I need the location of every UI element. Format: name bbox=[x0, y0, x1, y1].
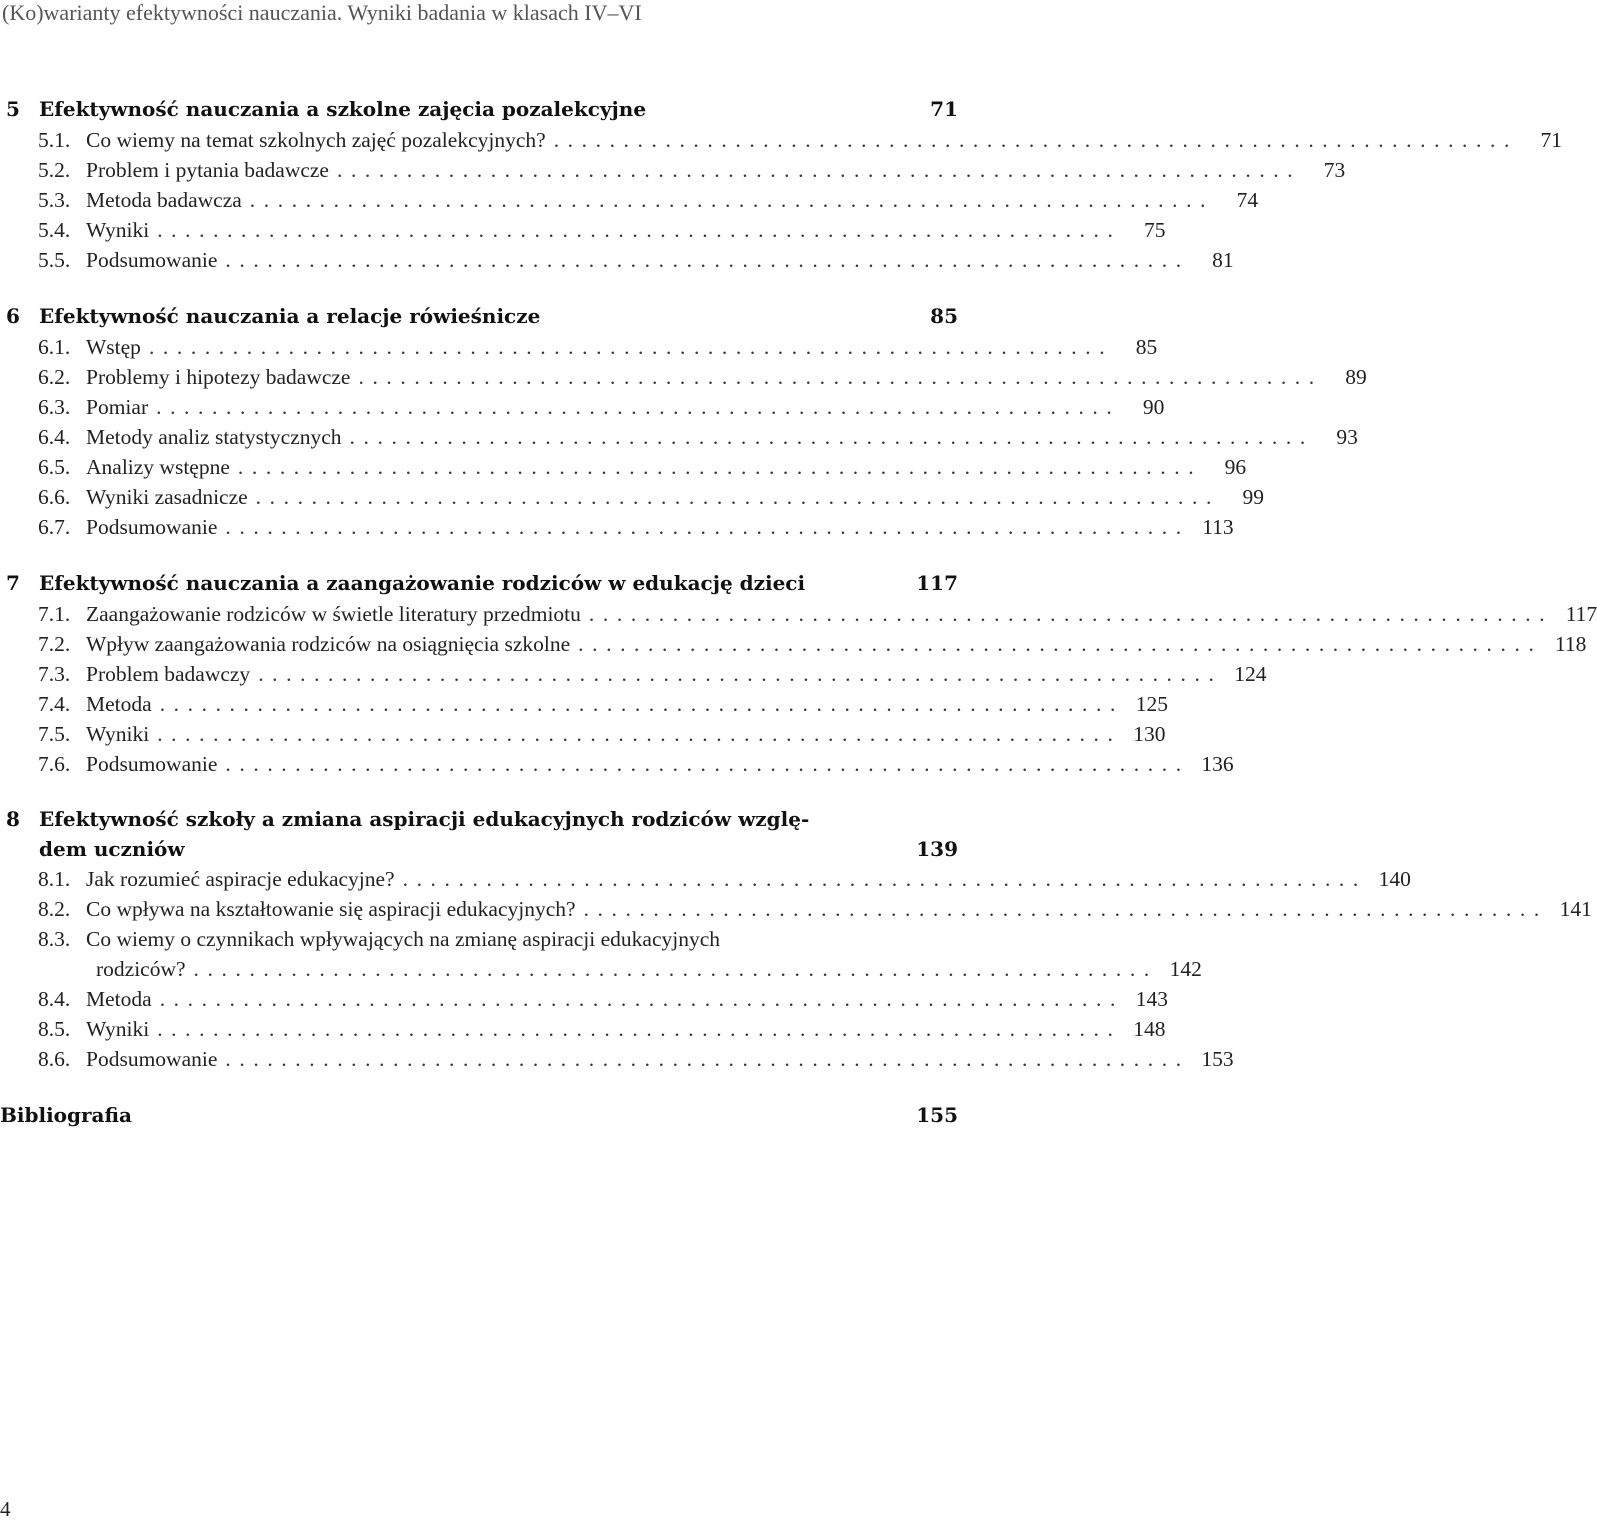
section-title-continued: rodziców? bbox=[96, 957, 186, 981]
section-title: Co wiemy na temat szkolnych zajęć pozalekcyjnych? bbox=[86, 128, 546, 152]
dot-leader: ..................................................................... bbox=[578, 632, 1543, 656]
section-title: Metoda bbox=[86, 987, 152, 1011]
toc-entry[interactable] bbox=[6, 984, 1168, 1014]
section-page: 117 bbox=[1565, 602, 1597, 626]
section-number: 5.3. bbox=[38, 188, 71, 212]
dot-leader: ..................................................................... bbox=[358, 365, 1323, 389]
toc-entry[interactable] bbox=[6, 924, 958, 954]
chapter-title: Efektywność nauczania a zaangażowanie rodziców w edukację dzieci bbox=[39, 571, 806, 595]
toc-entry[interactable] bbox=[6, 125, 1562, 155]
bibliography-entry[interactable] bbox=[0, 1099, 958, 1131]
section-title: Metoda badawcza bbox=[86, 188, 242, 212]
section-number: 5.5. bbox=[38, 248, 71, 272]
section-title: Podsumowanie bbox=[86, 515, 218, 539]
section-page: 125 bbox=[1135, 692, 1168, 716]
section-page: 73 bbox=[1323, 158, 1346, 182]
section-number: 7.2. bbox=[38, 632, 71, 656]
chapter-number: 8 bbox=[6, 807, 20, 831]
chapter-page: 117 bbox=[916, 571, 958, 595]
section-title: Wyniki zasadnicze bbox=[86, 485, 248, 509]
section-page: 81 bbox=[1212, 248, 1234, 272]
dot-leader: ..................................................................... bbox=[157, 722, 1122, 746]
dot-leader: ..................................................................... bbox=[237, 455, 1203, 479]
section-title: Podsumowanie bbox=[86, 752, 218, 776]
toc-entry[interactable] bbox=[6, 659, 1267, 689]
section-title: Co wpływa na kształtowanie się aspiracji edukacyjnych? bbox=[86, 897, 576, 921]
section-title: Problem badawczy bbox=[86, 662, 251, 686]
chapter-title: Efektywność nauczania a relacje rówieśnicze bbox=[39, 304, 541, 328]
chapter-heading[interactable] bbox=[6, 300, 958, 332]
section-page: 153 bbox=[1201, 1047, 1234, 1071]
dot-leader: ..................................................................... bbox=[157, 218, 1122, 242]
toc-entry[interactable] bbox=[6, 894, 1592, 924]
section-number: 7.4. bbox=[38, 692, 71, 716]
section-page: 89 bbox=[1345, 365, 1367, 389]
section-number: 8.6. bbox=[38, 1047, 71, 1071]
section-number: 7.6. bbox=[38, 752, 71, 776]
section-page: 71 bbox=[1540, 128, 1562, 152]
section-page: 124 bbox=[1234, 662, 1267, 686]
section-title: Wpływ zaangażowania rodziców na osiągnięcia szkolne bbox=[86, 632, 571, 656]
toc-entry[interactable] bbox=[6, 155, 1346, 185]
section-title: Podsumowanie bbox=[86, 248, 218, 272]
section-title: Problemy i hipotezy badawcze bbox=[86, 365, 351, 389]
section-title: Wyniki bbox=[86, 1017, 150, 1041]
section-page: 130 bbox=[1133, 722, 1166, 746]
toc-entry[interactable] bbox=[6, 1014, 1166, 1044]
chapter-title: Efektywność nauczania a szkolne zajęcia pozalekcyjne bbox=[39, 97, 647, 121]
section-number: 6.4. bbox=[38, 425, 71, 449]
toc-entry[interactable] bbox=[6, 245, 1234, 275]
section-number: 8.4. bbox=[38, 987, 71, 1011]
section-page: 141 bbox=[1559, 897, 1592, 921]
section-number: 5.4. bbox=[38, 218, 71, 242]
section-page: 143 bbox=[1135, 987, 1168, 1011]
toc-entry[interactable] bbox=[6, 512, 1234, 542]
bibliography-page: 155 bbox=[916, 1103, 958, 1127]
toc-entry[interactable] bbox=[6, 215, 1166, 245]
dot-leader: ..................................................................... bbox=[225, 248, 1190, 272]
chapter-heading[interactable] bbox=[6, 93, 958, 125]
section-page: 75 bbox=[1143, 218, 1166, 242]
chapter-heading[interactable] bbox=[6, 567, 958, 599]
toc-entry[interactable] bbox=[6, 422, 1358, 452]
section-page: 142 bbox=[1169, 957, 1202, 981]
section-title: Jak rozumieć aspiracje edukacyjne? bbox=[86, 867, 395, 891]
section-page: 148 bbox=[1133, 1017, 1166, 1041]
toc-entry[interactable] bbox=[6, 599, 1597, 629]
dot-leader: ..................................................................... bbox=[156, 395, 1121, 419]
section-number: 8.3. bbox=[38, 927, 71, 951]
chapter-page: 85 bbox=[930, 304, 958, 328]
section-title: Wyniki bbox=[86, 722, 150, 746]
bibliography-title: Bibliografia bbox=[0, 1103, 133, 1127]
section-number: 6.3. bbox=[38, 395, 71, 419]
section-page: 93 bbox=[1336, 425, 1358, 449]
dot-leader: ..................................................................... bbox=[148, 335, 1114, 359]
dot-leader: ..................................................................... bbox=[553, 128, 1518, 152]
section-title: Podsumowanie bbox=[86, 1047, 218, 1071]
toc-entry[interactable] bbox=[6, 482, 1264, 512]
dot-leader: ..................................................................... bbox=[159, 987, 1124, 1011]
table-of-contents bbox=[0, 93, 1597, 1131]
chapter-page: 71 bbox=[930, 97, 958, 121]
section-page: 85 bbox=[1135, 335, 1158, 359]
section-number: 6.7. bbox=[38, 515, 71, 539]
toc-entry[interactable] bbox=[6, 392, 1165, 422]
section-title: Metody analiz statystycznych bbox=[86, 425, 342, 449]
section-title: Pomiar bbox=[86, 395, 149, 419]
chapter-heading[interactable] bbox=[6, 804, 958, 834]
chapter-number: 7 bbox=[6, 571, 20, 595]
chapter-7 bbox=[6, 567, 1597, 779]
dot-leader: ..................................................................... bbox=[159, 692, 1124, 716]
section-title: Metoda bbox=[86, 692, 152, 716]
chapter-8 bbox=[6, 804, 1592, 1074]
section-number: 7.1. bbox=[38, 602, 71, 626]
toc-entry[interactable] bbox=[6, 332, 1158, 362]
section-page: 99 bbox=[1242, 485, 1264, 509]
toc-entry[interactable] bbox=[6, 452, 1247, 482]
toc-entry[interactable] bbox=[6, 185, 1259, 215]
section-number: 6.6. bbox=[38, 485, 71, 509]
section-title: Zaangażowanie rodziców w świetle literatury przedmiotu bbox=[86, 602, 581, 626]
section-title: Analizy wstępne bbox=[86, 455, 230, 479]
dot-leader: ..................................................................... bbox=[258, 662, 1223, 686]
dot-leader: ..................................................................... bbox=[588, 602, 1554, 626]
dot-leader: ..................................................................... bbox=[349, 425, 1314, 449]
section-number: 5.2. bbox=[38, 158, 71, 182]
section-number: 7.5. bbox=[38, 722, 71, 746]
section-page: 118 bbox=[1554, 632, 1587, 656]
chapter-number: 5 bbox=[6, 97, 20, 121]
section-title: Problem i pytania badawcze bbox=[86, 158, 329, 182]
dot-leader: ..................................................................... bbox=[336, 158, 1302, 182]
dot-leader: ..................................................................... bbox=[157, 1017, 1122, 1041]
dot-leader: ..................................................................... bbox=[255, 485, 1220, 509]
section-title: Co wiemy o czynnikach wpływających na zmianę aspiracji edukacyjnych bbox=[86, 927, 721, 951]
section-title: Wyniki bbox=[86, 218, 150, 242]
chapter-page: 139 bbox=[916, 837, 958, 861]
toc-entry[interactable] bbox=[6, 1044, 1234, 1074]
section-number: 5.1. bbox=[38, 128, 71, 152]
toc-entry[interactable] bbox=[6, 749, 1234, 779]
dot-leader: ..................................................................... bbox=[402, 867, 1367, 891]
dot-leader: ..................................................................... bbox=[583, 897, 1548, 921]
section-number: 8.1. bbox=[38, 867, 71, 891]
toc-entry[interactable] bbox=[6, 629, 1587, 659]
chapter-6 bbox=[6, 300, 1367, 542]
toc-entry[interactable] bbox=[6, 719, 1166, 749]
chapter-title-line2: dem uczniów bbox=[39, 837, 185, 861]
section-number: 6.5. bbox=[38, 455, 71, 479]
section-page: 96 bbox=[1224, 455, 1247, 479]
running-head: (Ko)warianty efektywności nauczania. Wyniki badania w klasach IV–VI bbox=[2, 0, 642, 25]
section-page: 136 bbox=[1201, 752, 1234, 776]
toc-entry-continued[interactable] bbox=[6, 954, 1202, 984]
chapter-number: 6 bbox=[6, 304, 20, 328]
section-title: Wstęp bbox=[86, 335, 141, 359]
chapter-5 bbox=[6, 93, 1562, 275]
section-number: 7.3. bbox=[38, 662, 71, 686]
dot-leader: ..................................................................... bbox=[249, 188, 1215, 212]
toc-entry[interactable] bbox=[6, 689, 1168, 719]
section-page: 90 bbox=[1142, 395, 1165, 419]
section-page: 140 bbox=[1378, 867, 1411, 891]
section-page: 113 bbox=[1202, 515, 1234, 539]
section-number: 8.2. bbox=[38, 897, 71, 921]
toc-entry[interactable] bbox=[6, 362, 1367, 392]
section-number: 6.2. bbox=[38, 365, 71, 389]
toc-entry[interactable] bbox=[6, 864, 1411, 894]
chapter-heading-continued[interactable] bbox=[6, 834, 958, 864]
section-number: 8.5. bbox=[38, 1017, 71, 1041]
dot-leader: ..................................................................... bbox=[225, 752, 1190, 776]
section-page: 74 bbox=[1236, 188, 1259, 212]
page-number: 4 bbox=[0, 1497, 11, 1521]
dot-leader: ..................................................................... bbox=[193, 957, 1158, 981]
dot-leader: ..................................................................... bbox=[225, 1047, 1190, 1071]
section-number: 6.1. bbox=[38, 335, 71, 359]
dot-leader: ..................................................................... bbox=[225, 515, 1190, 539]
chapter-title-line1: Efektywność szkoły a zmiana aspiracji edukacyjnych rodziców wzglę- bbox=[39, 807, 810, 831]
